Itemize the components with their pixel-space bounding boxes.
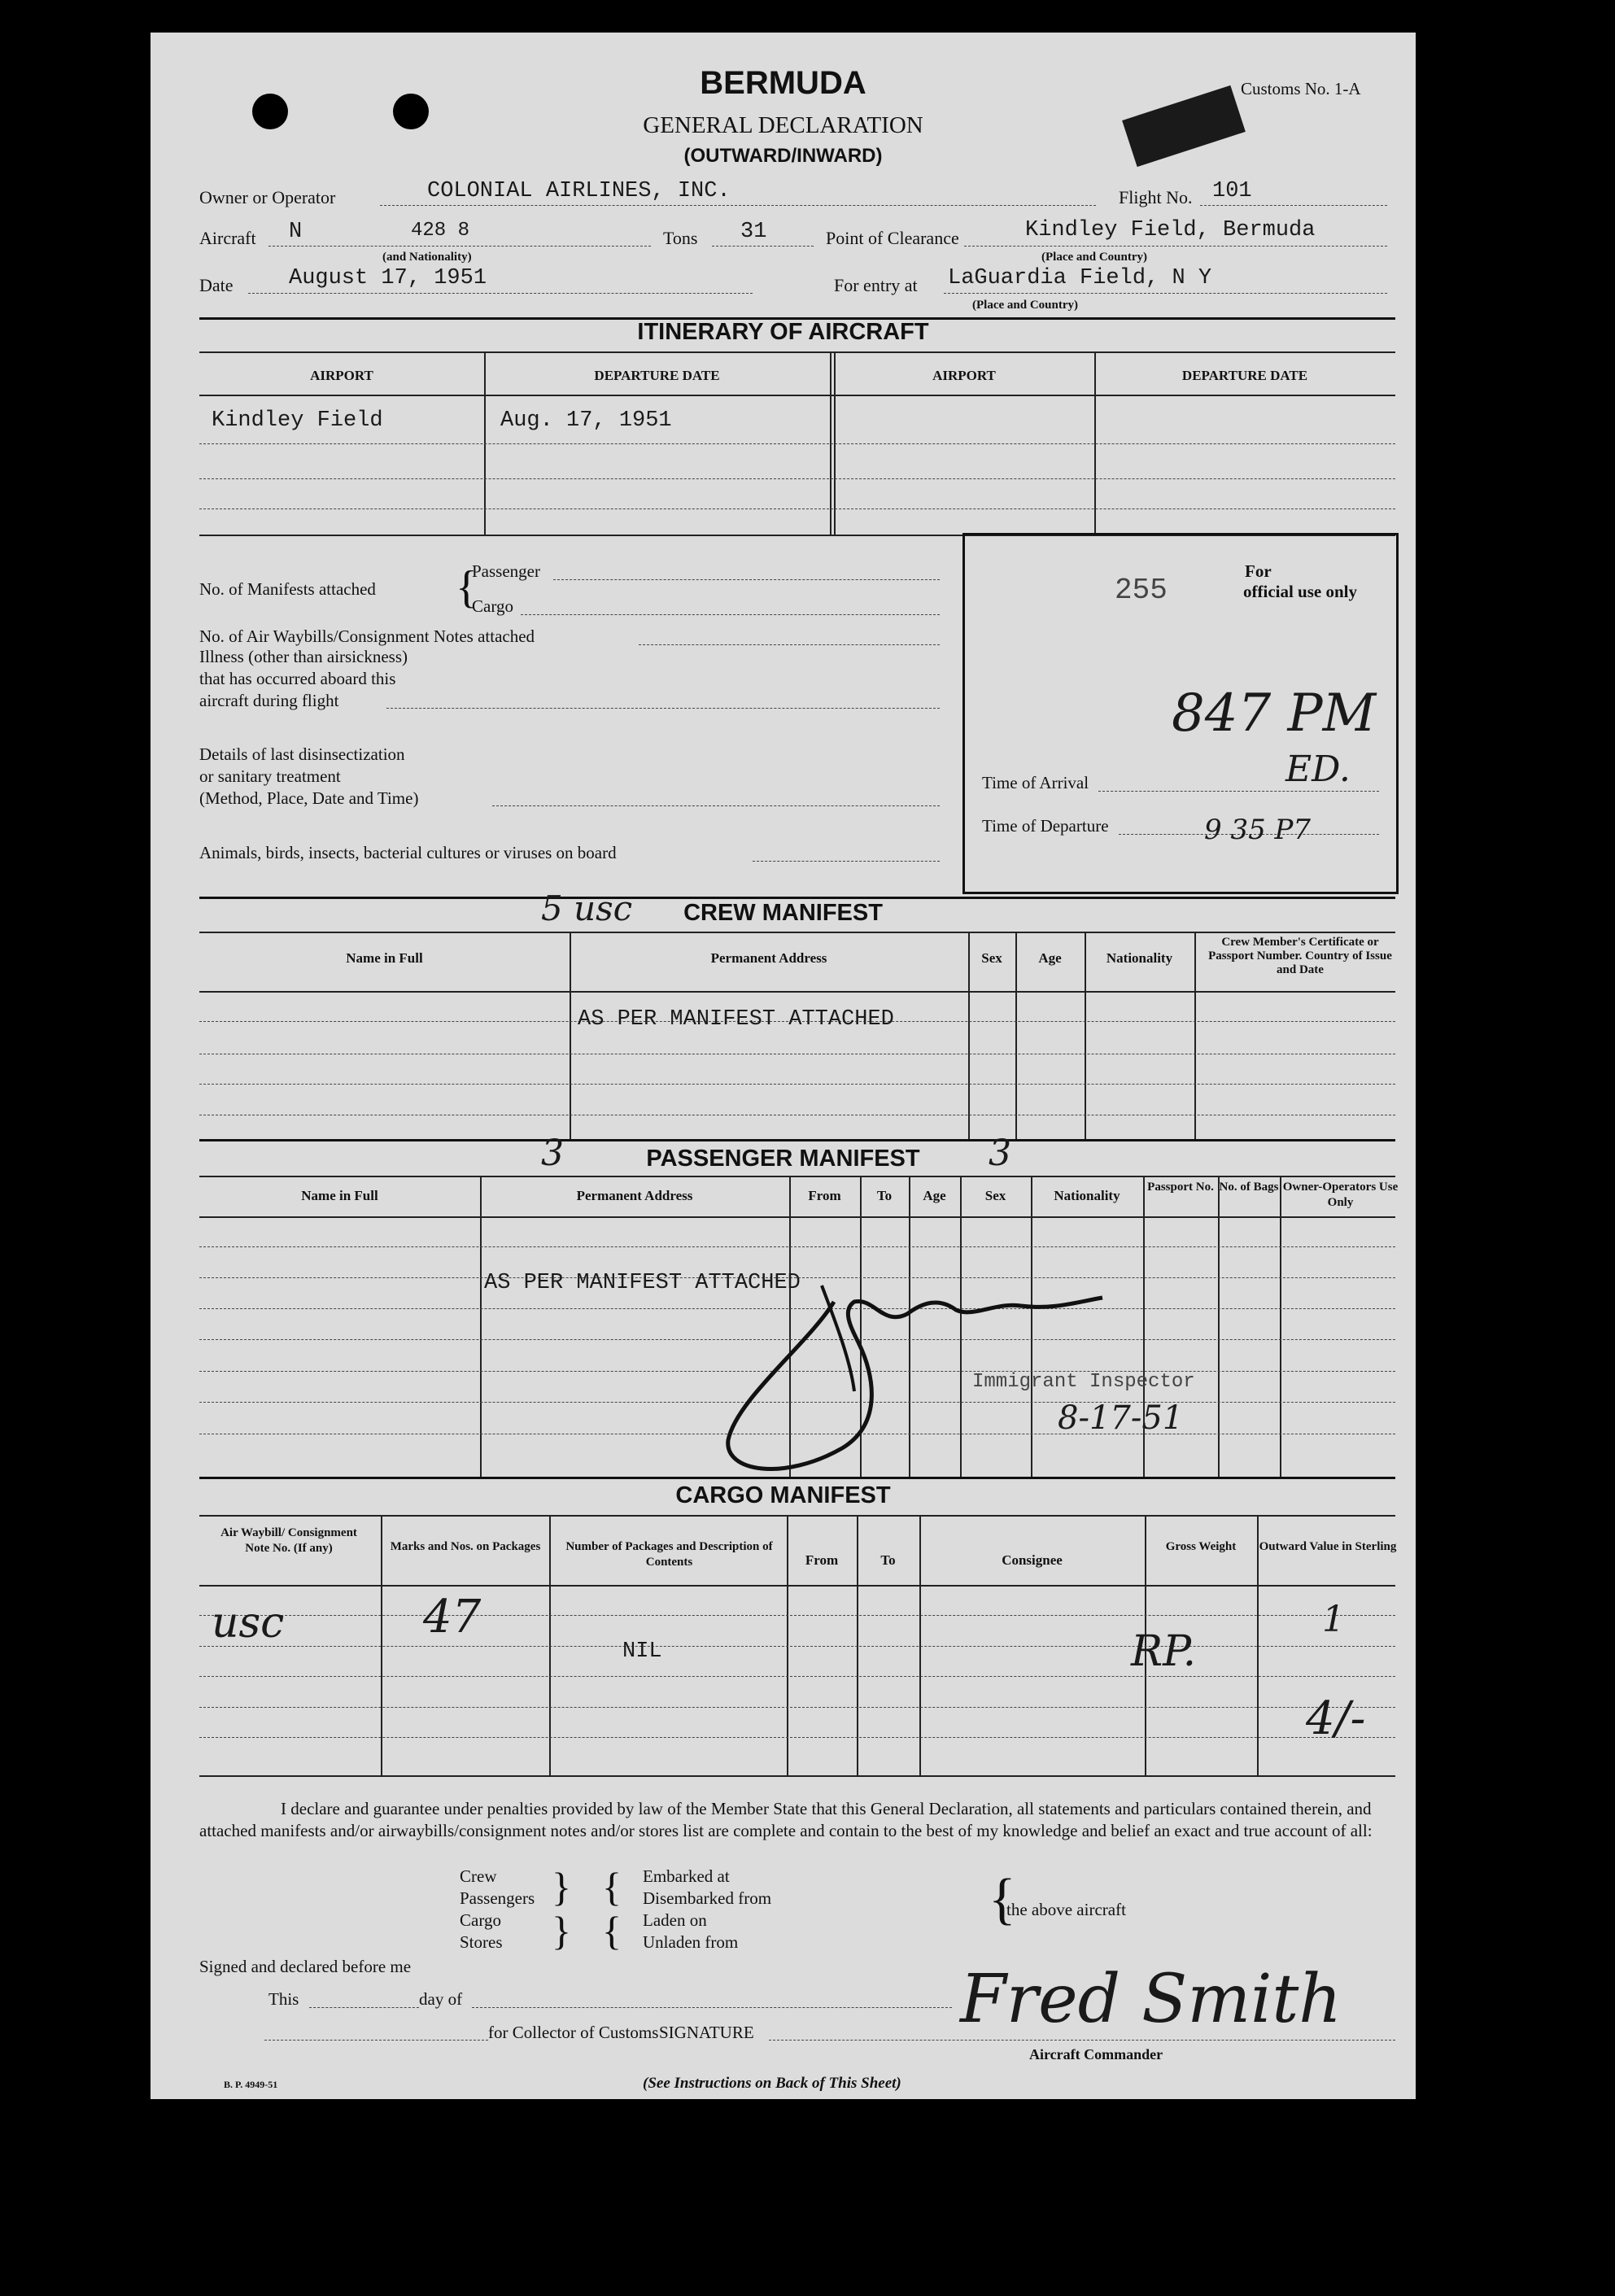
passenger-hand-date: 8-17-51	[1058, 1399, 1184, 1437]
declaration-brace-3: {	[602, 1864, 622, 1910]
itinerary-col-airport-2: AIRPORT	[932, 368, 996, 383]
declaration-brace-4: {	[602, 1908, 622, 1953]
disinsect-line-1: Details of last disinsectization	[199, 744, 405, 764]
passenger-col-passport: Passport No.	[1147, 1181, 1214, 1194]
aircraft-prefix: N	[289, 220, 303, 244]
declaration-item-crew: Crew	[460, 1866, 497, 1886]
arrival-time-handwritten: 847 PM	[1172, 683, 1377, 744]
declaration-item-cargo: Cargo	[460, 1910, 501, 1930]
declaration-sheet	[151, 33, 1416, 2099]
passenger-col-nationality: Nationality	[1054, 1188, 1120, 1203]
official-initials-handwritten: ED.	[1285, 749, 1351, 790]
entry-label: For entry at	[834, 275, 918, 295]
passenger-typed-note: AS PER MANIFEST ATTACHED	[484, 1271, 801, 1295]
cargo-hand-marks: 47	[423, 1591, 482, 1643]
collector-label: for Collector of Customs	[488, 2023, 659, 2042]
form-subtitle: GENERAL DECLARATION	[643, 112, 923, 138]
cargo-label: Cargo	[472, 596, 513, 616]
entry-value: LaGuardia Field, N Y	[948, 266, 1212, 290]
cargo-hand-value-1: 1	[1322, 1599, 1345, 1640]
brace-manifests: {	[456, 562, 478, 613]
crew-hand-note: 5 usc	[541, 888, 633, 928]
declaration-item-embarked: Embarked at	[643, 1866, 730, 1886]
owner-value: COLONIAL AIRLINES, INC.	[427, 179, 731, 203]
crew-manifest-title: CREW MANIFEST	[683, 900, 883, 926]
day-of-label: day of	[419, 1989, 463, 2009]
signature-label: SIGNATURE	[659, 2023, 754, 2042]
itinerary-date-value: Aug. 17, 1951	[500, 408, 672, 433]
passenger-col-owner: Owner-Operators Use Only	[1282, 1181, 1399, 1209]
clearance-value: Kindley Field, Bermuda	[1025, 218, 1316, 242]
passenger-hand-left: 3	[541, 1133, 564, 1174]
inspector-signature-scrawl	[712, 1253, 1135, 1489]
date-label: Date	[199, 275, 234, 295]
disinsect-line-3: (Method, Place, Date and Time)	[199, 788, 419, 808]
departure-time-handwritten: 9 35 P7	[1204, 814, 1312, 846]
cargo-col-from: From	[805, 1552, 839, 1568]
commander-signature: Fred Smith	[960, 1961, 1342, 2038]
official-use-title-2: official use only	[1243, 582, 1357, 601]
official-use-title-1: For	[1245, 561, 1272, 581]
aircraft-commander-label: Aircraft Commander	[1029, 2046, 1163, 2062]
passenger-label: Passenger	[472, 561, 540, 581]
illness-line-2: that has occurred aboard this	[199, 669, 396, 688]
arrival-label: Time of Arrival	[982, 773, 1089, 792]
crew-col-address: Permanent Address	[710, 950, 827, 966]
aircraft-note: (and Nationality)	[382, 251, 472, 264]
declaration-item-unladen: Unladen from	[643, 1932, 739, 1952]
crew-col-name: Name in Full	[346, 950, 423, 966]
declaration-brace-1: }	[552, 1864, 571, 1910]
date-value: August 17, 1951	[289, 266, 487, 290]
aircraft-label: Aircraft	[199, 228, 256, 248]
departure-time-label: Time of Departure	[982, 816, 1109, 836]
declaration-item-laden: Laden on	[643, 1910, 707, 1930]
illness-line-1: Illness (other than airsickness)	[199, 647, 408, 666]
clearance-note: (Place and Country)	[1041, 251, 1147, 264]
cargo-hand-value-2: 4/-	[1306, 1692, 1366, 1745]
itinerary-airport-value: Kindley Field	[212, 408, 383, 433]
signed-declared-label: Signed and declared before me	[199, 1957, 412, 1976]
owner-label: Owner or Operator	[199, 187, 336, 207]
crew-col-nationality: Nationality	[1106, 950, 1173, 966]
waybills-label: No. of Air Waybills/Consignment Notes attached	[199, 626, 535, 646]
animals-label: Animals, birds, insects, bacterial cultures or viruses on board	[199, 843, 617, 862]
itinerary-col-departure-2: DEPARTURE DATE	[1181, 368, 1308, 383]
declaration-item-disembarked: Disembarked from	[643, 1888, 772, 1908]
aircraft-value: 428 8	[411, 220, 470, 242]
passenger-col-sex: Sex	[984, 1188, 1006, 1203]
declaration-text: I declare and guarantee under penalties provided by law of the Member State that this General Declaration, all statements and particulars contained therein, and attached manifests and/or airwaybills/consignment notes and/or stores list are complete and contain to the best of my knowledge and belief an exact and true account of all:	[199, 1799, 1373, 1840]
above-aircraft-label: the above aircraft	[1006, 1900, 1126, 1919]
illness-line-3: aircraft during flight	[199, 691, 339, 710]
form-number: Customs No. 1-A	[1241, 79, 1361, 98]
crew-col-sex: Sex	[981, 950, 1002, 966]
form-subtitle-direction: (OUTWARD/INWARD)	[683, 145, 883, 167]
itinerary-col-departure-1: DEPARTURE DATE	[594, 368, 720, 383]
cargo-hand-consignee: RP.	[1131, 1627, 1197, 1676]
passenger-col-bags: No. of Bags	[1219, 1181, 1279, 1194]
declaration-item-passengers: Passengers	[460, 1888, 535, 1908]
tons-label: Tons	[663, 228, 698, 248]
clearance-label: Point of Clearance	[826, 228, 959, 248]
declaration-item-stores: Stores	[460, 1932, 503, 1952]
entry-note: (Place and Country)	[972, 299, 1078, 312]
passenger-col-name: Name in Full	[301, 1188, 378, 1203]
cargo-typed-nil: NIL	[622, 1639, 662, 1664]
crew-col-certificate: Crew Member's Certificate or Passport Number. Country of Issue and Date	[1208, 936, 1392, 976]
above-aircraft-brace: {	[989, 1868, 1016, 1931]
crew-typed-note: AS PER MANIFEST ATTACHED	[578, 1007, 894, 1032]
cargo-col-value: Outward Value in Sterling	[1259, 1540, 1397, 1553]
cargo-col-to: To	[880, 1552, 896, 1568]
passenger-col-age: Age	[923, 1188, 946, 1203]
passenger-col-to: To	[876, 1188, 893, 1203]
cargo-col-packages: Number of Packages and Description of Contents	[565, 1540, 773, 1569]
cargo-hand-usc: usc	[212, 1599, 285, 1648]
cargo-col-weight: Gross Weight	[1165, 1540, 1237, 1553]
passenger-col-address: Permanent Address	[576, 1188, 693, 1203]
passenger-manifest-title: PASSENGER MANIFEST	[646, 1146, 920, 1172]
official-stamp-number: 255	[1115, 574, 1168, 607]
this-label: This	[268, 1989, 299, 2009]
itinerary-col-airport-1: AIRPORT	[310, 368, 373, 383]
crew-col-age: Age	[1038, 950, 1062, 966]
cargo-col-marks: Marks and Nos. on Packages	[390, 1540, 541, 1553]
cargo-col-consignee: Consignee	[1002, 1552, 1063, 1568]
cargo-col-waybill: Air Waybill/ Consignment Note No. (If any)	[220, 1526, 357, 1555]
passenger-col-from: From	[808, 1188, 841, 1203]
cargo-manifest-title: CARGO MANIFEST	[675, 1482, 891, 1508]
immigrant-inspector-stamp: Immigrant Inspector	[972, 1371, 1195, 1393]
flight-label: Flight No.	[1119, 187, 1193, 207]
flight-value: 101	[1212, 179, 1252, 203]
declaration-brace-2: }	[552, 1908, 571, 1953]
instructions-note: (See Instructions on Back of This Sheet)	[643, 2075, 901, 2092]
manifests-label: No. of Manifests attached	[199, 579, 376, 599]
form-title: BERMUDA	[700, 65, 866, 101]
passenger-hand-right: 3	[989, 1133, 1011, 1174]
disinsect-line-2: or sanitary treatment	[199, 766, 341, 786]
form-code: B. P. 4949-51	[224, 2079, 278, 2090]
itinerary-title: ITINERARY OF AIRCRAFT	[637, 319, 929, 345]
tons-value: 31	[740, 220, 767, 244]
